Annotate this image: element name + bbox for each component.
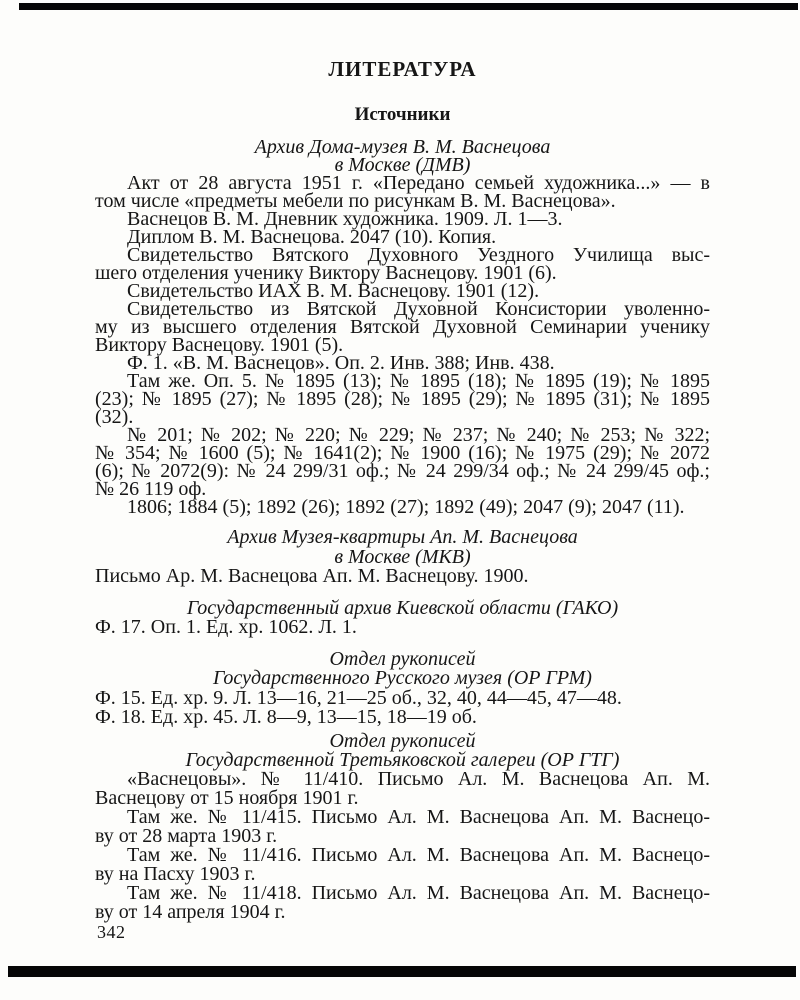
entry-text-line: Диплом В. М. Васнецова. 2047 (10). Копия. (127, 226, 497, 248)
bibliography-entry (95, 567, 710, 587)
section-heading-line: Отдел рукописей (329, 729, 476, 752)
bibliography-section (95, 528, 710, 587)
entry-text-line: Там же. № 11/415. Письмо Ал. М. Васнецова Ап. М. Васнецо- (127, 805, 710, 828)
entry-text-line: (32). (95, 406, 134, 428)
bibliography-entry (95, 246, 710, 282)
entry-text-line: Акт от 28 августа 1951 г. «Передано семьей художника...» — в (127, 172, 710, 194)
entry-text-line: Васнецову от 15 ноября 1901 г. (95, 786, 359, 809)
entry-text-line: Письмо Ар. М. Васнецова Ап. М. Васнецову. 1900. (95, 565, 529, 587)
bibliography-entry (95, 708, 710, 728)
page-subtitle: Источники (354, 104, 451, 125)
scan-artifact-top-bar (19, 3, 798, 10)
bibliography-section (95, 596, 710, 638)
bibliography-sections (95, 138, 710, 922)
section-heading-line: Государственный архив Киевской области (ГАКО) (186, 596, 619, 619)
bibliography-entry (95, 618, 710, 638)
section-heading-line: Государственной Третьяковской галереи (ОР ГТГ) (185, 748, 620, 771)
bibliography-entry (95, 881, 710, 923)
bibliography-entry (95, 767, 710, 809)
bibliography-entry (95, 426, 710, 498)
entry-text-line: (23); № 1895 (27); № 1895 (28); № 1895 (29); № 1895 (31); № 1895 (95, 388, 710, 410)
bibliography-entry (95, 174, 710, 210)
entry-text-line: № 201; № 202; № 220; № 229; № 237; № 240; № 253; № 322; (127, 424, 710, 446)
section-heading (95, 647, 710, 689)
entry-text-line: Свидетельство из Вятской Духовной Консистории уволенно- (127, 298, 710, 320)
entry-text-line: Ф. 18. Ед. хр. 45. Л. 8—9, 13—15, 18—19 об. (95, 706, 477, 728)
bibliography-section (95, 138, 710, 516)
bibliography-entry (95, 300, 710, 354)
page-content (95, 58, 710, 922)
section-heading-line: Государственного Русского музея (ОР ГРМ) (213, 667, 592, 689)
section-heading-line: Архив Дома-музея В. М. Васнецова (254, 136, 551, 158)
bibliography-section (95, 729, 710, 923)
section-heading (95, 528, 710, 567)
entry-text-line: шего отделения ученику Виктору Васнецову. 1901 (6). (95, 262, 557, 284)
section-heading (95, 729, 710, 771)
entry-text-line: Васнецов В. М. Дневник художника. 1909. Л. 1—3. (127, 208, 563, 230)
section-heading (95, 138, 710, 174)
entry-text-line: ву от 28 марта 1903 г. (95, 824, 278, 847)
entry-text-line: 1806; 1884 (5); 1892 (26); 1892 (27); 1892 (49); 2047 (9); 2047 (11). (127, 496, 685, 518)
section-heading-line: Отдел рукописей (329, 647, 476, 670)
entry-text-line: (6); № 2072(9): № 24 299/31 оф.; № 24 299/34 оф.; № 24 299/45 оф.; (95, 460, 710, 482)
page-number: 342 (97, 922, 126, 942)
entry-text-line: ву на Пасху 1903 г. (95, 862, 256, 885)
entry-text-line: Там же. № 11/418. Письмо Ал. М. Васнецова Ап. М. Васнецо- (127, 881, 710, 904)
entry-text-line: Виктору Васнецову. 1901 (5). (95, 334, 344, 356)
scan-artifact-bottom-bar (8, 966, 796, 977)
section-heading-line: в Москве (ДМВ) (334, 154, 471, 176)
entry-text-line: № 26 119 оф. (95, 478, 207, 500)
page-title: ЛИТЕРАТУРА (328, 57, 477, 81)
entry-text-line: Там же. Оп. 5. № 1895 (13); № 1895 (18); № 1895 (19); № 1895 (127, 370, 710, 392)
bibliography-entry (95, 372, 710, 426)
section-heading-line: Архив Музея-квартиры Ап. М. Васнецова (227, 526, 578, 548)
entry-text-line: Свидетельство ИАХ В. М. Васнецову. 1901 (12). (127, 280, 540, 302)
entry-text-line: Свидетельство Вятского Духовного Уездного Училища выс- (127, 244, 710, 266)
entry-text-line: ву от 14 апреля 1904 г. (95, 900, 286, 923)
section-heading-line: в Москве (МКВ) (334, 545, 471, 568)
bibliography-entry (95, 843, 710, 885)
entry-text-line: Ф. 1. «В. М. Васнецов». Оп. 2. Инв. 388; Инв. 438. (127, 352, 555, 374)
entry-text-line: Ф. 15. Ед. хр. 9. Л. 13—16, 21—25 об., 32, 40, 44—45, 47—48. (95, 686, 622, 709)
bibliography-section (95, 647, 710, 728)
bibliography-entry (95, 805, 710, 847)
entry-text-line: му из высшего отделения Вятской Духовной Семинарии ученику (95, 316, 710, 338)
entry-text-line: Ф. 17. Оп. 1. Ед. хр. 1062. Л. 1. (95, 616, 357, 638)
entry-text-line: том числе «предметы мебели по рисункам В. М. Васнецова». (95, 190, 616, 212)
entry-text-line: Там же. № 11/416. Письмо Ал. М. Васнецова Ап. М. Васнецо- (127, 843, 710, 866)
bibliography-entry (95, 498, 710, 516)
entry-text-line: «Васнецовы». № 11/410. Письмо Ал. М. Васнецова Ап. М. (127, 767, 710, 790)
entry-text-line: № 354; № 1600 (5); № 1641(2); № 1900 (16); № 1975 (29); № 2072 (95, 442, 710, 464)
